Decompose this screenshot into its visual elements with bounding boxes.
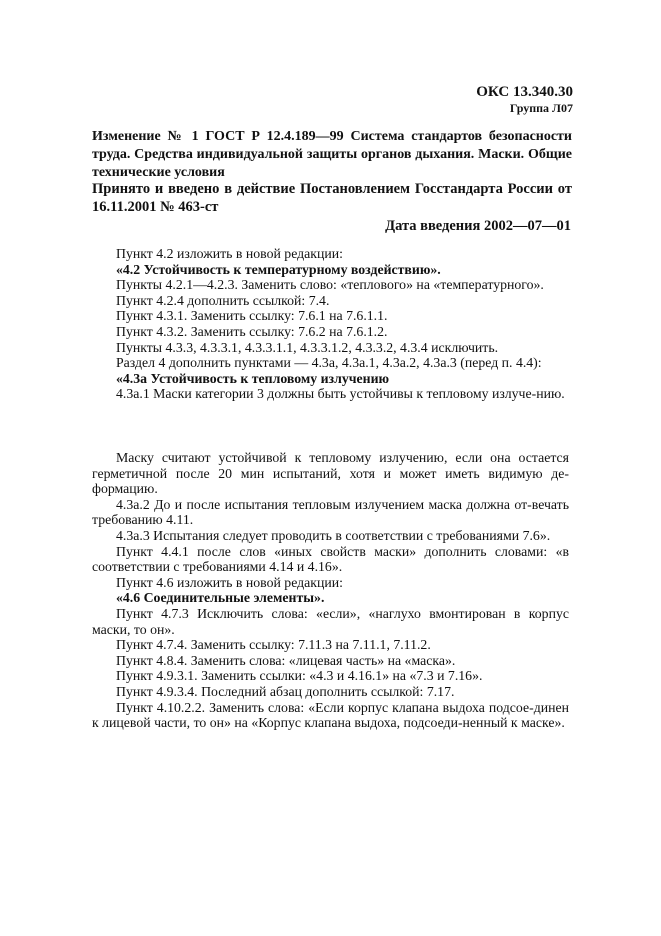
okc-code: ОКС 13.340.30 [476,84,573,100]
paragraph: Пункт 4.9.3.1. Заменить ссылки: «4.3 и 4.16.1» на «7.3 и 7.16». [116,668,483,684]
paragraph-heading: «4.6 Соединительные элементы». [116,590,325,606]
paragraph: Пункт 4.3.1. Заменить ссылку: 7.6.1 на 7.6.1.1. [116,308,388,324]
paragraph: 4.3а.2 До и после испытания тепловым излучением маска должна от-вечать требованию 4.11. [92,496,569,528]
paragraph: Пункт 4.7.4. Заменить ссылку: 7.11.3 на 7.11.1, 7.11.2. [116,637,431,653]
paragraph: Пункт 4.3.2. Заменить ссылку: 7.6.2 на 7.6.1.2. [116,323,388,339]
group-code: Группа Л07 [509,101,573,115]
acceptance-statement: Принято и введено в действие Постановлением Госстандарта России от 16.11.2001 № 463-ст [92,181,572,215]
paragraph: Пункт 4.7.3 Исключить слова: «если», «наглухо вмонтирован в корпус маски, то он». [92,605,569,637]
paragraph: Пункт 4.2 изложить в новой редакции: [116,246,343,261]
paragraph: Пункт 4.8.4. Заменить слова: «лицевая часть» на «маска». [116,652,456,668]
paragraph: Пункты 4.2.1—4.2.3. Заменить слово: «теплового» на «температурного». [116,277,544,293]
paragraph-heading: «4.3а Устойчивость к тепловому излучению [116,370,390,386]
paragraph: Пункт 4.9.3.4. Последний абзац дополнить ссылкой: 7.17. [116,683,455,699]
paragraph: Пункт 4.6 изложить в новой редакции: [116,574,343,590]
amendment-text-block-1 [92,246,569,402]
paragraph-heading: «4.2 Устойчивость к температурному воздействию». [116,261,441,277]
paragraph: Раздел 4 дополнить пунктами — 4.3а, 4.3а.1, 4.3а.2, 4.3а.3 (перед п. 4.4): [116,355,542,371]
paragraph: Пункт 4.4.1 после слов «иных свойств маски» дополнить словами: «в соответствии с требованиями 4.14 и 4.16». [92,543,569,575]
paragraph: 4.3а.1 Маски категории 3 должны быть устойчивы к тепловому излуче-нию. [116,386,565,402]
amendment-text-block-2 [92,450,569,731]
paragraph: Пункт 4.10.2.2. Заменить слова: «Если корпус клапана выдоха подсое-динен к лицевой части, то он» на «Корпус клапана выдоха, подсоеди-ненный к маске». [92,699,569,731]
paragraph: Маску считают устойчивой к тепловому излучению, если она остается герметичной после 20 мин испытаний, хотя и может иметь видимую де-формацию. [92,450,569,497]
effective-date: Дата введения 2002—07—01 [385,218,571,234]
paragraph: 4.3а.3 Испытания следует проводить в соответствии с требованиями 7.6». [116,527,551,543]
paragraph: Пункты 4.3.3, 4.3.3.1, 4.3.3.1.1, 4.3.3.1.2, 4.3.3.2, 4.3.4 исключить. [116,339,499,355]
document-title: Изменение № 1 ГОСТ Р 12.4.189—99 Система стандартов безопасности труда. Средства индивидуальной защиты органов дыхания. Маски. Общие технические условия [92,129,572,180]
paragraph: Пункт 4.2.4 дополнить ссылкой: 7.4. [116,292,330,308]
